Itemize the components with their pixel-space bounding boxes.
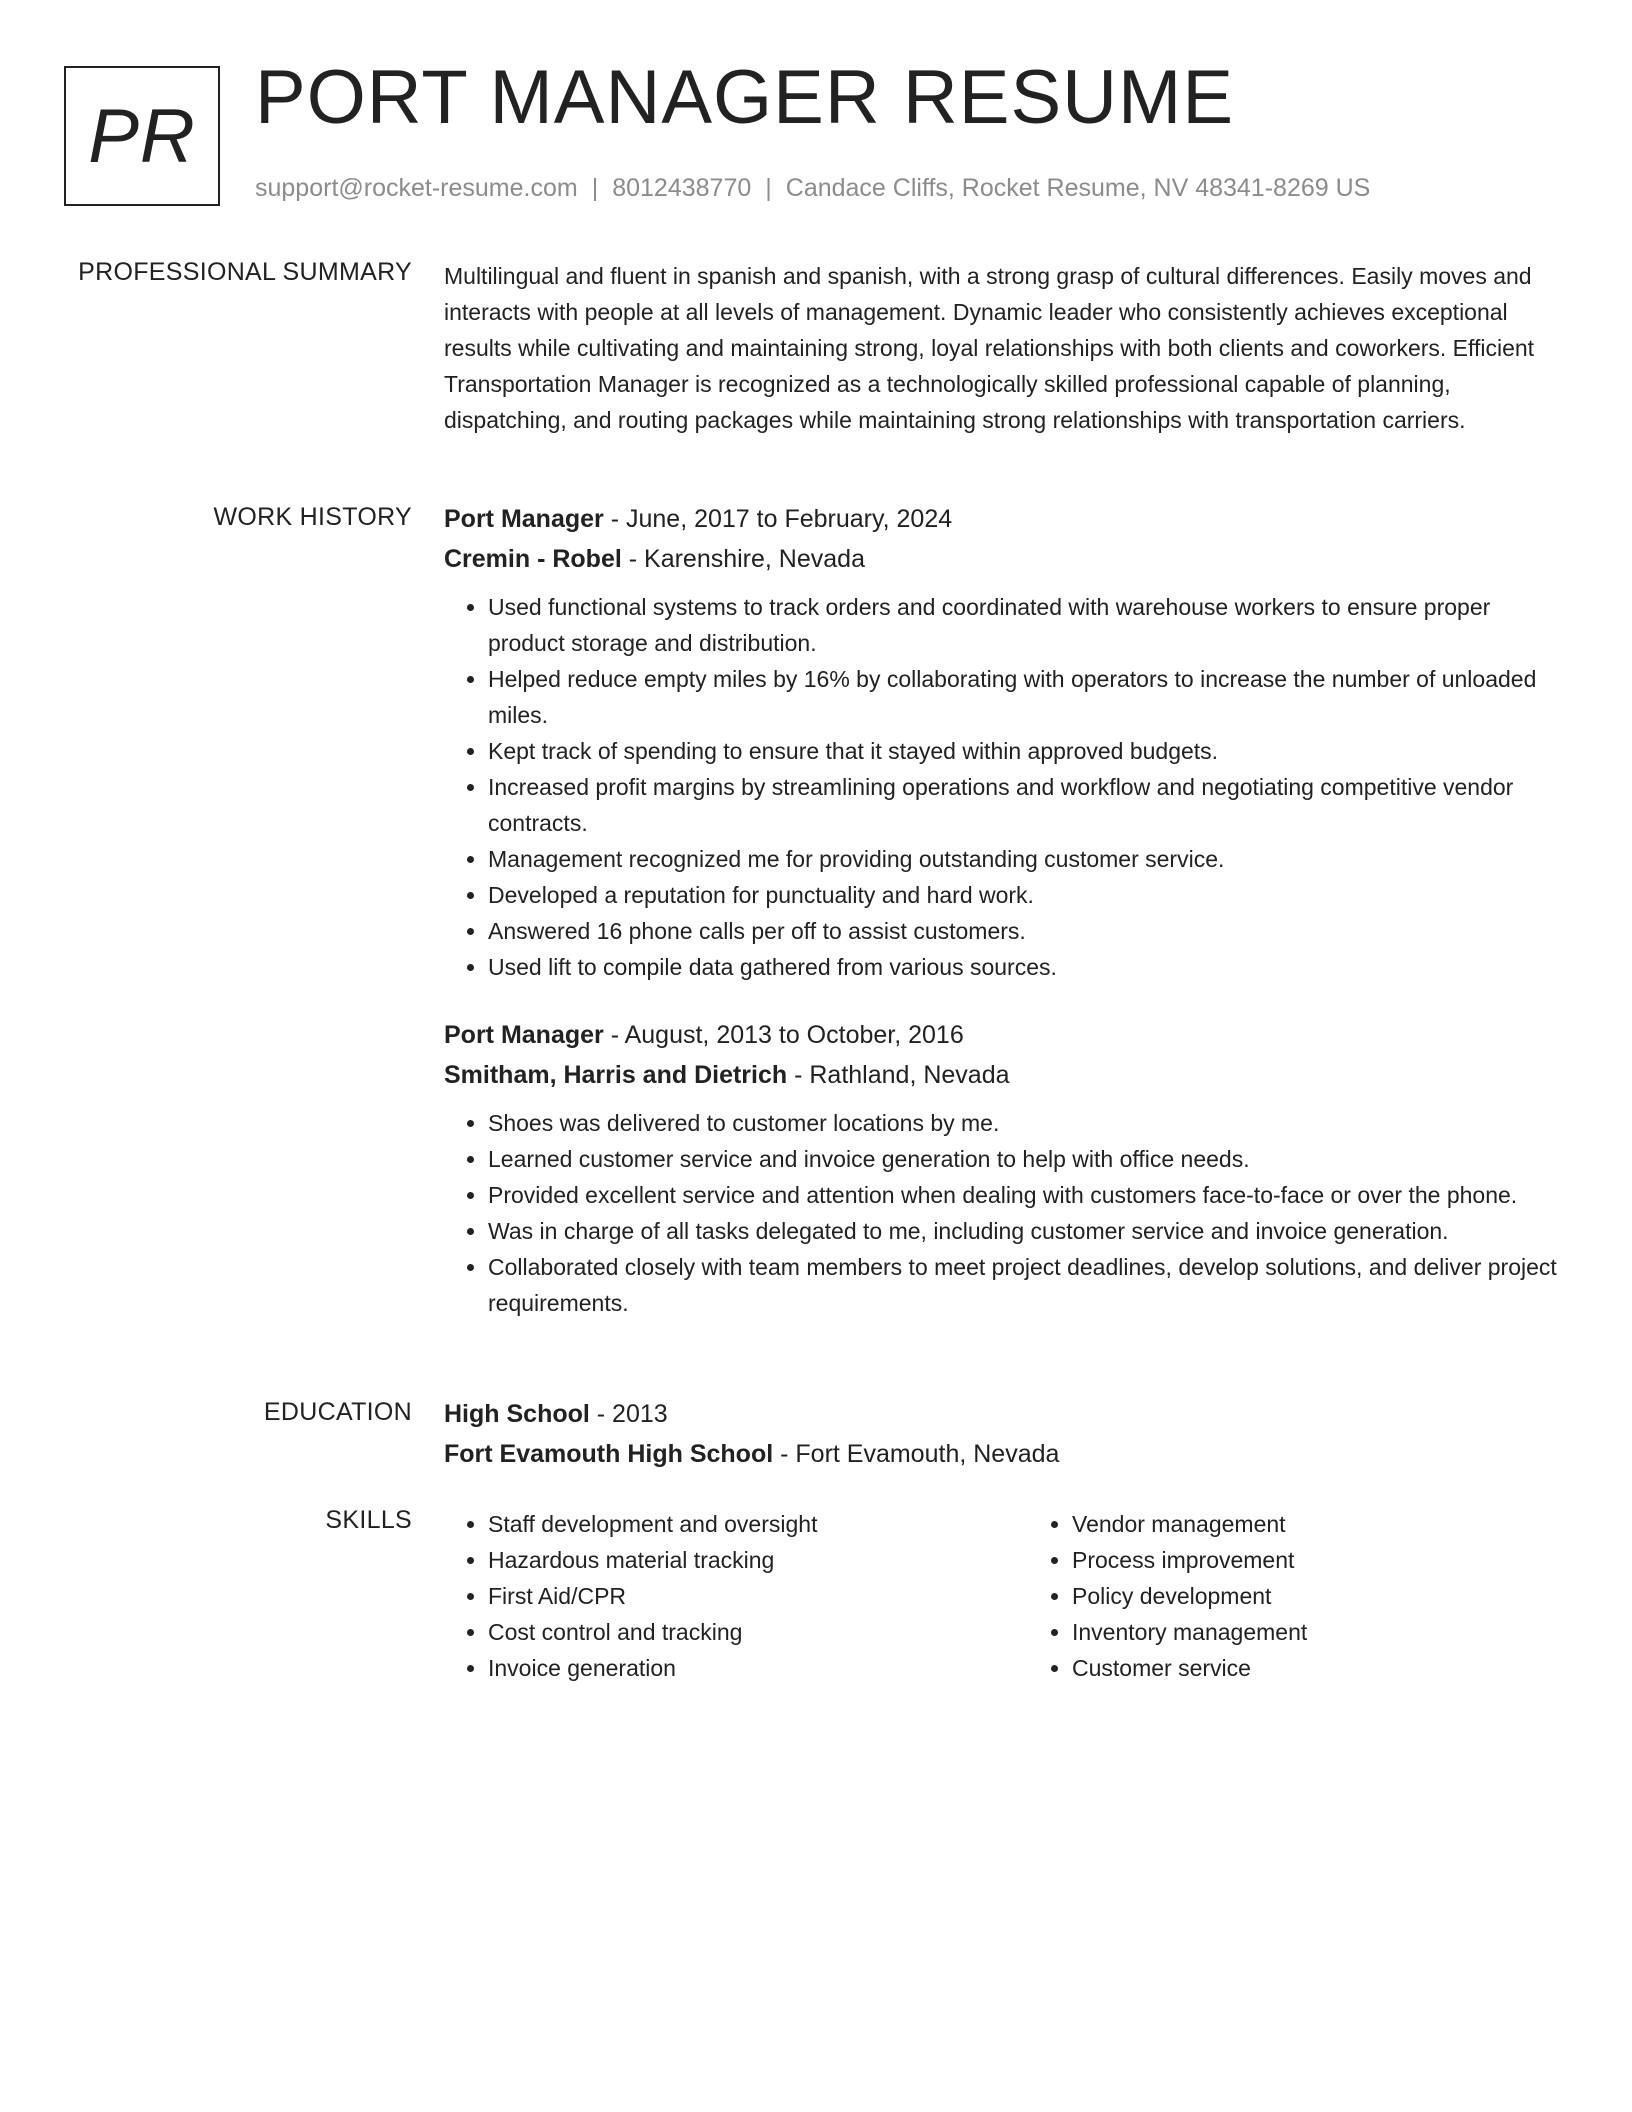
job-role: Port Manager [444,1021,604,1049]
contact-separator: | [765,174,772,202]
section-title-summary: PROFESSIONAL SUMMARY [78,258,412,286]
education-year: - 2013 [589,1400,668,1428]
job-bullet: • Developed a reputation for punctuality and hard work. [488,877,1564,913]
contact-phone: 8012438770 [612,174,752,202]
skills-body [444,1506,1564,1686]
summary-text: Multilingual and fluent in spanish and spanish, with a strong grasp of cultural differences. Easily moves and interacts with people at all levels of management. Dynamic leader who consistently achieves exceptional results while cultivating and maintaining strong, loyal relationships with both clients and coworkers. Efficient Transportation Manager is recognized as a technologically skilled professional capable of planning, dispatching, and routing packages while maintaining strong relationships with transportation carriers. [444,263,1535,433]
job-bullet: • Shoes was delivered to customer locations by me. [488,1105,1564,1141]
skills-column-left [444,1506,980,1686]
job-company-line [444,539,1564,579]
job-bullet: • Increased profit margins by streamlining operations and workflow and negotiating competitive vendor contracts. [488,769,1564,841]
education-school-line [444,1434,1564,1474]
job-bullet: • Kept track of spending to ensure that it stayed within approved budgets. [488,733,1564,769]
education-location: - Fort Evamouth, Nevada [773,1440,1060,1468]
skill-item: • Cost control and tracking [488,1614,980,1650]
skill-item: • Customer service [1072,1650,1564,1686]
section-title-work-history: WORK HISTORY [213,503,412,531]
job-bullet: • Learned customer service and invoice generation to help with office needs. [488,1141,1564,1177]
job-title-line [444,499,1564,539]
job-company: Smitham, Harris and Dietrich [444,1061,788,1089]
education-school: Fort Evamouth High School [444,1440,774,1468]
contact-separator: | [591,174,599,202]
skill-item: • Staff development and oversight [488,1506,980,1542]
job-company: Cremin - Robel [444,545,622,573]
skills-grid [444,1506,1564,1686]
job-location: - Rathland, Nevada [787,1061,1010,1089]
job-bullet: • Answered 16 phone calls per off to assist customers. [488,913,1564,949]
work-history-body [444,499,1564,1351]
job-location: - Karenshire, Nevada [621,545,865,573]
job-bullet: • Provided excellent service and attention when dealing with customers face-to-face or over the phone. [488,1177,1564,1213]
skill-item: • Inventory management [1072,1614,1564,1650]
job-bullet: • Helped reduce empty miles by 16% by collaborating with operators to increase the number of unloaded miles. [488,661,1564,733]
job-bullets [444,1105,1564,1321]
education-body [444,1394,1564,1474]
job-role: Port Manager [444,505,604,533]
education-degree-line [444,1394,1564,1434]
skill-item: • Vendor management [1072,1506,1564,1542]
job-entry [444,499,1564,985]
section-title-education: EDUCATION [263,1398,412,1426]
education-degree: High School [444,1400,590,1428]
job-title-line [444,1015,1564,1055]
skills-column-right [1028,1506,1564,1686]
section-title-skills: SKILLS [325,1506,412,1534]
skill-item: • Hazardous material tracking [488,1542,980,1578]
job-dates: - June, 2017 to February, 2024 [603,505,953,533]
job-dates: - August, 2013 to October, 2016 [603,1021,964,1049]
skill-item: • Policy development [1072,1578,1564,1614]
monogram-logo: PR [64,66,220,206]
skill-item: • Invoice generation [488,1650,980,1686]
summary-body [444,258,1564,438]
job-bullet: • Collaborated closely with team members to meet project deadlines, develop solutions, and deliver project requirements. [488,1249,1564,1321]
job-bullet: • Used functional systems to track orders and coordinated with warehouse workers to ensure proper product storage and distribution. [488,589,1564,661]
job-entry [444,1015,1564,1321]
job-bullet: • Was in charge of all tasks delegated to me, including customer service and invoice generation. [488,1213,1564,1249]
job-company-line [444,1055,1564,1095]
contact-address: Candace Cliffs, Rocket Resume, NV 48341-8269 US [785,174,1371,202]
skill-item: • First Aid/CPR [488,1578,980,1614]
job-bullet: • Used lift to compile data gathered from various sources. [488,949,1564,985]
contact-line [255,174,1370,203]
job-bullets [444,589,1564,985]
job-bullet: • Management recognized me for providing outstanding customer service. [488,841,1564,877]
skill-item: • Process improvement [1072,1542,1564,1578]
page-title: PORT MANAGER RESUME [255,55,1235,140]
contact-email[interactable]: support@rocket-resume.com [255,174,578,202]
